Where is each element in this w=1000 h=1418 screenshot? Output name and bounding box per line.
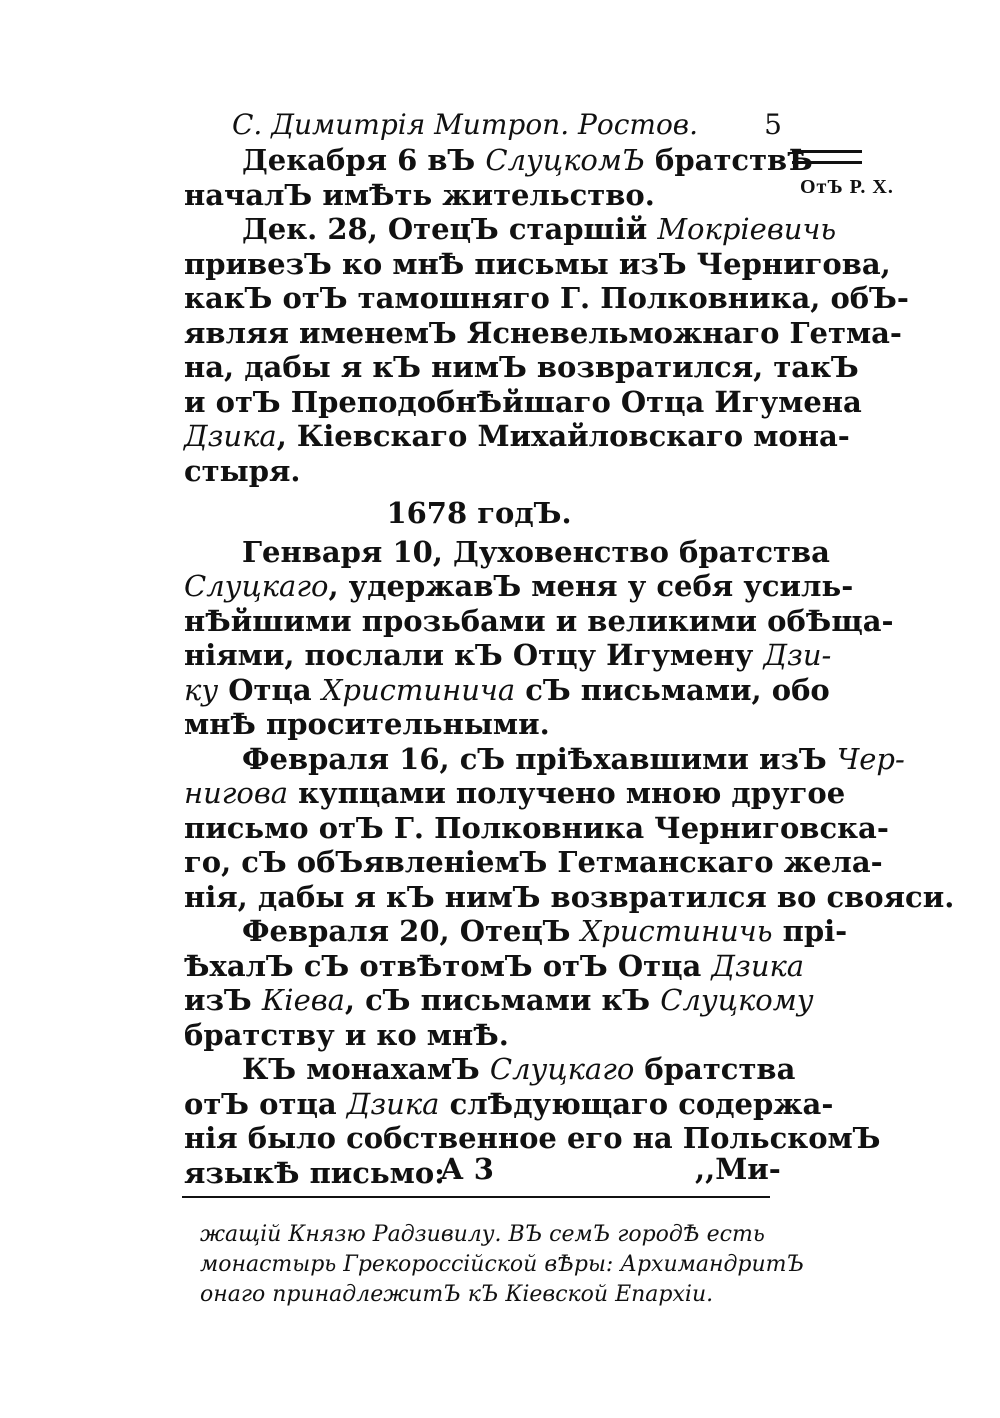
italic-name: Христинича [321, 672, 516, 707]
text-run: Отца [218, 672, 322, 707]
italic-name: Слуцкому [660, 983, 814, 1017]
text-line [184, 569, 854, 604]
footnote-line: жащій Князю Радзивилу. ВЪ семЪ городѢ есть [200, 1222, 765, 1247]
text-line [184, 1086, 834, 1122]
text-line [184, 384, 862, 420]
text-line [184, 638, 832, 673]
text-run: сЪ письмами, обо [515, 672, 830, 707]
catchword: ,,Ми- [695, 1152, 781, 1186]
text-line [184, 845, 883, 880]
text-run: письмо отЪ Г. Полковника Черниговска- [184, 810, 889, 845]
text-run: братства [634, 1052, 796, 1086]
text-run: Генваря 10, Духовенство братства [242, 534, 830, 569]
text-line [184, 281, 909, 316]
text-run: 1678 годЪ. [386, 496, 572, 530]
text-run: Февраля 20, ОтецЪ [242, 914, 581, 948]
running-title: С. Димитрія Митроп. Ростов. [232, 108, 698, 141]
text-run: являя именемЪ Ясневельможнаго Гетма- [184, 315, 902, 350]
text-line [184, 419, 850, 454]
text-run: нѢйшими прозьбами и великими обѢща- [184, 603, 894, 638]
text-line [184, 879, 955, 915]
text-line [184, 1052, 796, 1087]
italic-name: Кіева [261, 983, 345, 1017]
text-run: отЪ отца [184, 1086, 347, 1121]
text-line [184, 741, 905, 777]
text-line [184, 454, 774, 489]
text-run: Февраля 16, сЪ пріѢхавшими изЪ [242, 741, 837, 776]
italic-name: Дзика [346, 1086, 440, 1121]
text-line [184, 1018, 774, 1053]
text-run: братствѢ [644, 143, 813, 177]
text-run: какЪ отЪ тамошняго Г. Полковника, обЪ- [184, 281, 909, 315]
text-run: на, дабы я кЪ нимЪ возвратился, такЪ [184, 350, 859, 384]
italic-name: Чер- [836, 741, 905, 776]
text-line [184, 810, 889, 846]
italic-name: ку [184, 672, 219, 707]
italic-name: Слуцкаго [184, 569, 329, 603]
text-run: слѢдующаго содержа- [439, 1086, 834, 1121]
text-run: нія было собственное его на ПольскомЪ [184, 1121, 881, 1155]
italic-name: Дзи- [763, 638, 832, 672]
page-number: 5 [764, 108, 782, 141]
text-line [184, 672, 830, 708]
text-run: Декабря 6 вЪ [242, 143, 486, 177]
italic-name: Слуцкаго [489, 1052, 635, 1086]
text-run: нія, дабы я кЪ нимЪ возвратился во свояси. [184, 879, 955, 914]
text-run: Дек. 28, ОтецЪ старшій [242, 212, 658, 246]
text-run: началЪ имѢть жительство. [184, 177, 655, 212]
footnote-rule [182, 1196, 770, 1198]
text-run: , удержавЪ меня у себя усиль- [328, 569, 854, 603]
italic-name: Дзика [711, 948, 805, 983]
text-line [184, 178, 774, 213]
text-line [184, 212, 837, 247]
text-line [184, 315, 902, 351]
text-line [184, 143, 813, 178]
text-line [184, 350, 859, 385]
text-line [184, 776, 846, 811]
signature-mark: А 3 [440, 1152, 494, 1186]
text-run: мнѢ просительными. [184, 707, 550, 741]
text-run: прі- [772, 914, 848, 948]
text-run: языкѢ письмо: [184, 1155, 445, 1190]
running-header [232, 108, 792, 148]
text-run: , сЪ письмами кЪ [344, 983, 661, 1017]
margin-note: ОтЪ Р. Х. [800, 176, 894, 198]
text-run: , Кіевскаго Михайловскаго мона- [276, 419, 850, 453]
footnote [200, 1220, 805, 1310]
text-line [184, 246, 891, 282]
text-run: привезЪ ко мнѢ письмы изЪ Чернигова, [184, 246, 891, 281]
text-line [184, 603, 894, 639]
text-run: ѢхалЪ сЪ отвѢтомЪ отЪ Отца [184, 948, 712, 983]
italic-name: Мокріевичь [657, 212, 837, 246]
text-run: го, сЪ обЪявленіемЪ Гетманскаго жела- [184, 845, 883, 879]
text-line [184, 1121, 881, 1156]
text-run: и отЪ ПреподобнѢйшаго Отца Игумена [184, 384, 862, 419]
text-run: КЪ монахамЪ [242, 1052, 490, 1086]
text-run: стыря. [184, 453, 301, 488]
italic-name: СлуцкомЪ [485, 143, 645, 177]
text-line [184, 983, 814, 1018]
italic-name: нигова [184, 776, 289, 810]
text-run: купцами получено мною другое [288, 776, 846, 810]
text-line [184, 914, 848, 949]
text-run: ніями, послали кЪ Отцу Игумену [184, 638, 764, 672]
text-line [184, 948, 805, 984]
text-run: братству и ко мнѢ. [184, 1017, 509, 1052]
italic-name: Христиничь [580, 914, 773, 948]
text-line [184, 707, 774, 742]
footnote-line: монастырь Грекороссійской вѢры: АрхимандритЪ [200, 1252, 805, 1277]
footnote-line: онаго принадлежитЪ кЪ Кіевской Епархіи. [200, 1282, 714, 1307]
text-run: изЪ [184, 983, 262, 1017]
text-line [184, 534, 830, 570]
italic-name: Дзика [184, 419, 277, 453]
year-heading [184, 488, 774, 535]
